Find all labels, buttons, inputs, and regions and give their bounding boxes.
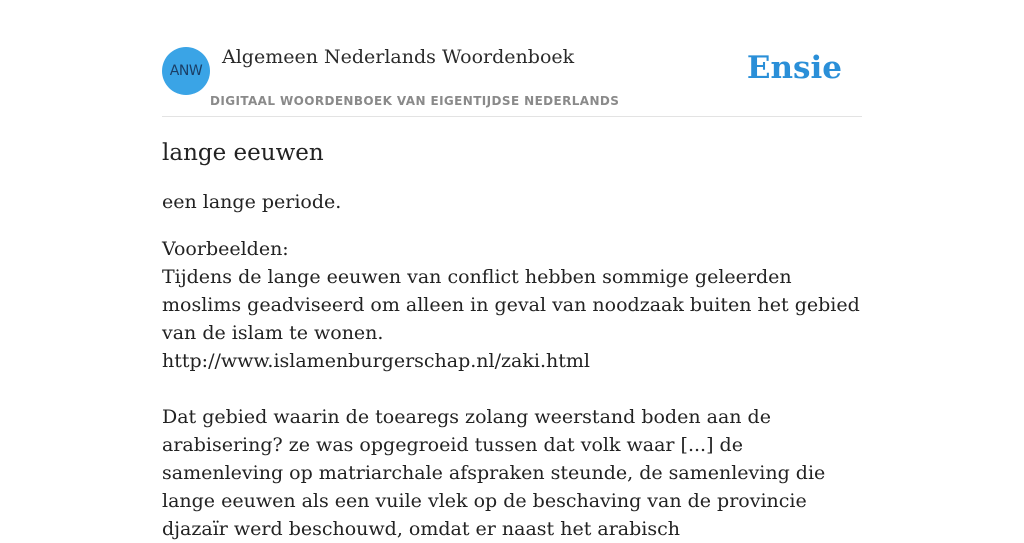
logo-text: ANW: [169, 63, 203, 79]
ensie-brand-link[interactable]: Ensie: [746, 50, 842, 86]
examples-label: Voorbeelden:: [162, 238, 289, 260]
anw-logo[interactable]: [162, 47, 210, 95]
entry-content: [162, 136, 864, 543]
definition: een lange periode.: [162, 191, 342, 213]
site-title[interactable]: Algemeen Nederlands Woordenboek: [222, 46, 575, 68]
example-text: Dat gebied waarin de toearegs zolang weerstand boden aan de arabisering? ze was opgegroeid tussen dat volk waar [...] de samenleving op matriarchale afspraken steunde, de samenleving die lange eeuwen als een vuile vlek op de beschaving van de provincie djazaïr werd beschouwd, omdat er naast het arabisch: [162, 406, 826, 540]
site-subtitle: DIGITAAL WOORDENBOEK VAN EIGENTIJDSE NEDERLANDS: [210, 94, 620, 108]
example-source-link[interactable]: http://www.islamenburgerschap.nl/zaki.html: [162, 350, 590, 372]
headword: lange eeuwen: [162, 140, 324, 166]
example-text: Tijdens de lange eeuwen van conflict hebben sommige geleerden moslims geadviseerd om alleen in geval van noodzaak buiten het gebied van de islam te wonen.: [162, 266, 860, 344]
site-header: [162, 40, 862, 117]
